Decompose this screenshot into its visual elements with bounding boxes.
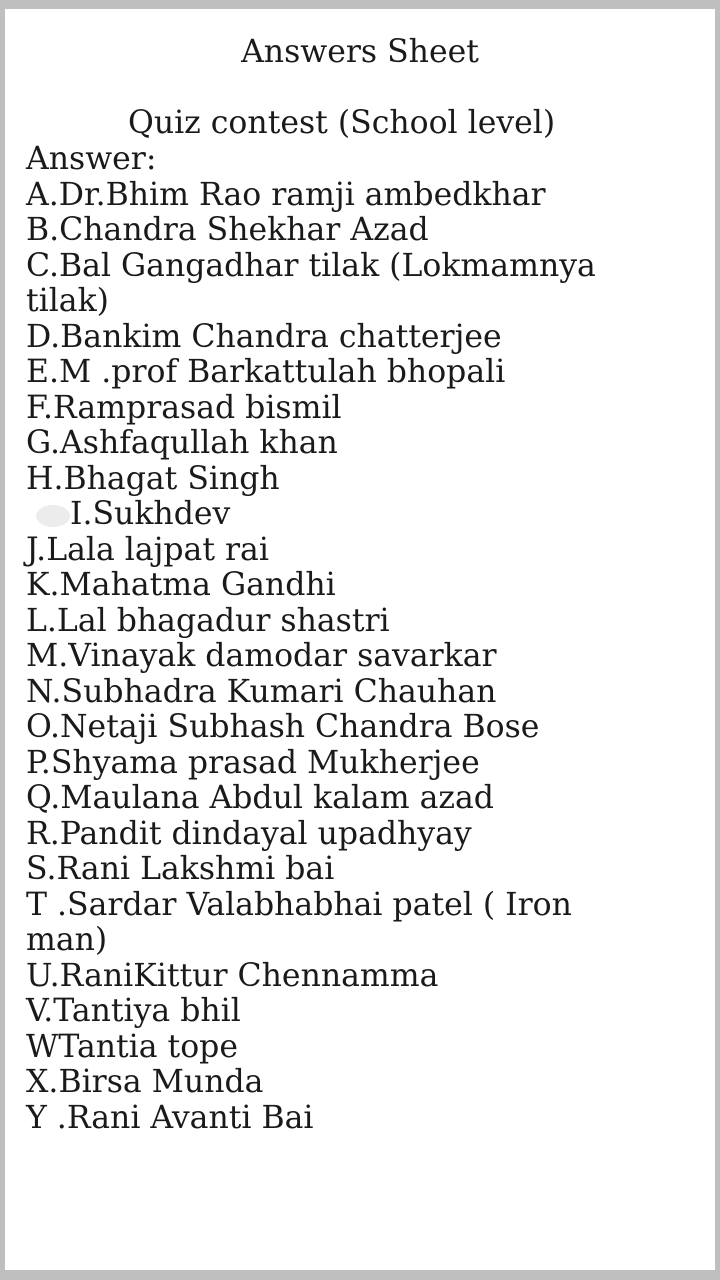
answer-line: V.Tantiya bhil	[26, 993, 241, 1029]
answer-line: X.Birsa Munda	[26, 1064, 264, 1100]
answer-line: B.Chandra Shekhar Azad	[26, 212, 429, 248]
answer-line: K.Mahatma Gandhi	[26, 567, 336, 603]
document-title: Answers Sheet	[241, 34, 479, 70]
answer-line-text: I.Sukhdev	[70, 496, 231, 532]
answer-line: N.Subhadra Kumari Chauhan	[26, 673, 497, 710]
answer-line: L.Lal bhagadur shastri	[26, 602, 390, 639]
answer-line: man)	[26, 922, 108, 958]
answer-sheet-page	[5, 9, 715, 1270]
answer-line: R.Pandit dindayal upadhyay	[26, 815, 472, 852]
answer-line: A.Dr.Bhim Rao ramji ambedkhar	[26, 176, 546, 213]
answer-line: O.Netaji Subhash Chandra Bose	[26, 709, 540, 745]
answer-heading: Answer:	[26, 141, 157, 177]
answer-line: H.Bhagat Singh	[26, 460, 280, 497]
answer-line: D.Bankim Chandra chatterjee	[26, 318, 502, 355]
answer-line: J.Lala lajpat rai	[26, 531, 269, 568]
answer-line: tilak)	[26, 283, 109, 319]
answer-line: Y .Rani Avanti Bai	[26, 1099, 314, 1136]
answer-line: E.M .prof Barkattulah bhopali	[26, 354, 506, 390]
answer-line: U.RaniKittur Chennamma	[26, 957, 439, 994]
answer-list	[26, 142, 711, 1136]
answer-line	[26, 497, 711, 533]
answer-line: F.Ramprasad bismil	[26, 389, 342, 426]
smudge-mark	[36, 505, 70, 527]
document-subtitle: Quiz contest (School level)	[128, 105, 556, 141]
answer-line: G.Ashfaqullah khan	[26, 425, 338, 461]
answer-line: WTantia tope	[26, 1028, 238, 1065]
answer-line: C.Bal Gangadhar tilak (Lokmamnya	[26, 247, 596, 284]
answer-line: S.Rani Lakshmi bai	[26, 851, 335, 887]
answer-line: P.Shyama prasad Mukherjee	[26, 744, 480, 781]
answer-line: T .Sardar Valabhabhai patel ( Iron	[26, 886, 572, 923]
answer-line: M.Vinayak damodar savarkar	[26, 638, 497, 674]
answer-line: Q.Maulana Abdul kalam azad	[26, 780, 494, 816]
